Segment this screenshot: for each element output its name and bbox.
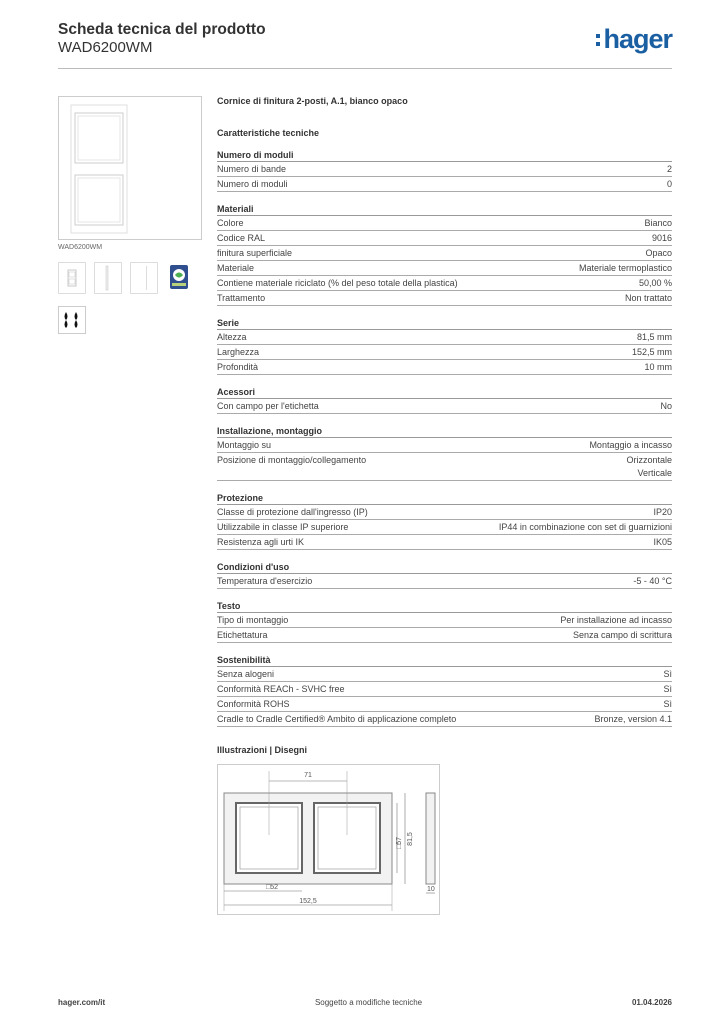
- spec-value: Bianco: [644, 218, 672, 228]
- spec-content: [217, 96, 672, 727]
- spec-row: [217, 574, 672, 589]
- spec-value: Montaggio a incasso: [589, 440, 672, 450]
- spec-section: [217, 426, 672, 481]
- logo-dots-icon: [596, 29, 601, 49]
- spec-row: [217, 291, 672, 306]
- spec-label: Conformità ROHS: [217, 699, 290, 709]
- spec-row: [217, 535, 672, 550]
- spec-value: Materiale termoplastico: [578, 263, 672, 273]
- spec-value: Per installazione ad incasso: [560, 615, 672, 625]
- spec-label: Materiale: [217, 263, 255, 273]
- spec-label: Numero di moduli: [217, 179, 288, 189]
- spec-row: [217, 345, 672, 360]
- section-title: Installazione, montaggio: [217, 426, 672, 438]
- spec-label: finitura superficiale: [217, 248, 293, 258]
- spec-row: [217, 682, 672, 697]
- spec-row: [217, 712, 672, 727]
- spec-section: [217, 655, 672, 727]
- spec-row: [217, 697, 672, 712]
- section-title: Sostenibilità: [217, 655, 672, 667]
- spec-value: 50,00 %: [638, 278, 672, 288]
- spec-value: IP20: [653, 507, 672, 517]
- product-name: Cornice di finitura 2-posti, A.1, bianco opaco: [217, 96, 408, 106]
- spec-value: Sì: [663, 669, 672, 679]
- page-footer: [58, 998, 672, 1007]
- spec-label: Profondità: [217, 362, 259, 372]
- spec-label: Utilizzabile in classe IP superiore: [217, 522, 349, 532]
- spec-value: Orizzontale Verticale: [626, 455, 672, 478]
- spec-value: No: [660, 401, 672, 411]
- thumbnail-strip: [58, 262, 194, 294]
- spec-value: Senza campo di scrittura: [572, 630, 672, 640]
- spec-value: 2: [666, 164, 672, 174]
- spec-label: Posizione di montaggio/collegamento: [217, 455, 367, 465]
- spec-value: IP44 in combinazione con set di guarnizioni: [498, 522, 672, 532]
- dim-depth: 10: [427, 886, 435, 893]
- spec-label: Tipo di montaggio: [217, 615, 289, 625]
- spec-label: Larghezza: [217, 347, 260, 357]
- section-title: Protezione: [217, 493, 672, 505]
- spec-row: [217, 667, 672, 682]
- footer-website-link[interactable]: hager.com/it: [58, 998, 106, 1007]
- spec-value: 0: [666, 179, 672, 189]
- section-title: Serie: [217, 318, 672, 330]
- spec-value: Bronze, version 4.1: [594, 714, 672, 724]
- section-title: Condizioni d'uso: [217, 562, 672, 574]
- spec-label: Con campo per l'etichetta: [217, 401, 319, 411]
- spec-value: -5 - 40 °C: [633, 576, 672, 586]
- spec-value: Opaco: [645, 248, 672, 258]
- spec-value: 10 mm: [644, 362, 672, 372]
- spec-row: [217, 360, 672, 375]
- spec-value: 9016: [651, 233, 672, 243]
- spec-row: [217, 261, 672, 276]
- spec-section: [217, 204, 672, 306]
- dim-height: 81,5: [407, 832, 414, 846]
- water-drops-icon[interactable]: [58, 306, 86, 334]
- spec-label: Montaggio su: [217, 440, 272, 450]
- dim-height-inner: □57: [396, 836, 403, 850]
- spec-value: IK05: [653, 537, 672, 547]
- spec-row: [217, 438, 672, 453]
- spec-label: Contiene materiale riciclato (% del peso totale della plastica): [217, 278, 458, 288]
- section-title: Testo: [217, 601, 672, 613]
- hager-logo[interactable]: [596, 24, 672, 54]
- spec-label: Codice RAL: [217, 233, 266, 243]
- spec-row: [217, 246, 672, 261]
- eco-badge-icon[interactable]: [166, 262, 194, 294]
- spec-section: [217, 150, 672, 192]
- spec-row: [217, 276, 672, 291]
- spec-section: [217, 387, 672, 414]
- logo-text: hager: [603, 24, 672, 54]
- page-header: [58, 20, 672, 69]
- spec-label: Trattamento: [217, 293, 266, 303]
- spec-label: Temperatura d'esercizio: [217, 576, 313, 586]
- section-title: Numero di moduli: [217, 150, 672, 162]
- spec-row: [217, 399, 672, 414]
- spec-label: Conformità REACh - SVHC free: [217, 684, 345, 694]
- footer-date: 01.04.2026: [631, 998, 672, 1007]
- spec-row: [217, 453, 672, 481]
- spec-value: Sì: [663, 684, 672, 694]
- dim-top: 71: [304, 772, 312, 779]
- frame-side-icon[interactable]: [94, 262, 122, 294]
- spec-section: [217, 562, 672, 589]
- spec-row: [217, 177, 672, 192]
- footer-note: Soggetto a modifiche tecniche: [314, 998, 423, 1007]
- spec-row: [217, 520, 672, 535]
- spec-label: Cradle to Cradle Certified® Ambito di applicazione completo: [217, 714, 457, 724]
- image-caption: WAD6200WM: [58, 244, 103, 251]
- spec-row: [217, 330, 672, 345]
- page-title: Scheda tecnica del prodotto: [58, 21, 266, 38]
- spec-row: [217, 231, 672, 246]
- spec-row: [217, 162, 672, 177]
- spec-label: Numero di bande: [217, 164, 287, 174]
- spec-value: 81,5 mm: [636, 332, 672, 342]
- characteristics-title: Caratteristiche tecniche: [217, 128, 320, 138]
- product-image[interactable]: [58, 96, 202, 240]
- section-title: Acessori: [217, 387, 672, 399]
- spec-row: [217, 613, 672, 628]
- frame-front-icon[interactable]: [130, 262, 158, 294]
- spec-label: Classe di protezione dall'ingresso (IP): [217, 507, 368, 517]
- spec-label: Resistenza agli urti IK: [217, 537, 305, 547]
- spec-section: [217, 318, 672, 375]
- spec-row: [217, 628, 672, 643]
- spec-sections: [217, 150, 672, 727]
- spec-value: Sì: [663, 699, 672, 709]
- spec-value: 152,5 mm: [631, 347, 672, 357]
- spec-label: Senza alogeni: [217, 669, 275, 679]
- spec-row: [217, 505, 672, 520]
- spec-row: [217, 216, 672, 231]
- dim-bottom-inner: □52: [266, 884, 279, 891]
- spec-value: Non trattato: [624, 293, 672, 303]
- single-frame-icon[interactable]: [58, 262, 86, 294]
- spec-label: Colore: [217, 218, 244, 228]
- illustrations-title: Illustrazioni | Disegni: [217, 745, 308, 755]
- spec-label: Altezza: [217, 332, 247, 342]
- dim-width: 152,5: [299, 898, 317, 905]
- section-title: Materiali: [217, 204, 672, 216]
- spec-section: [217, 493, 672, 550]
- frame-image-icon: [59, 97, 201, 239]
- spec-section: [217, 601, 672, 643]
- spec-label: Etichettatura: [217, 630, 268, 640]
- technical-drawing[interactable]: [217, 764, 440, 915]
- product-code: WAD6200WM: [58, 39, 153, 56]
